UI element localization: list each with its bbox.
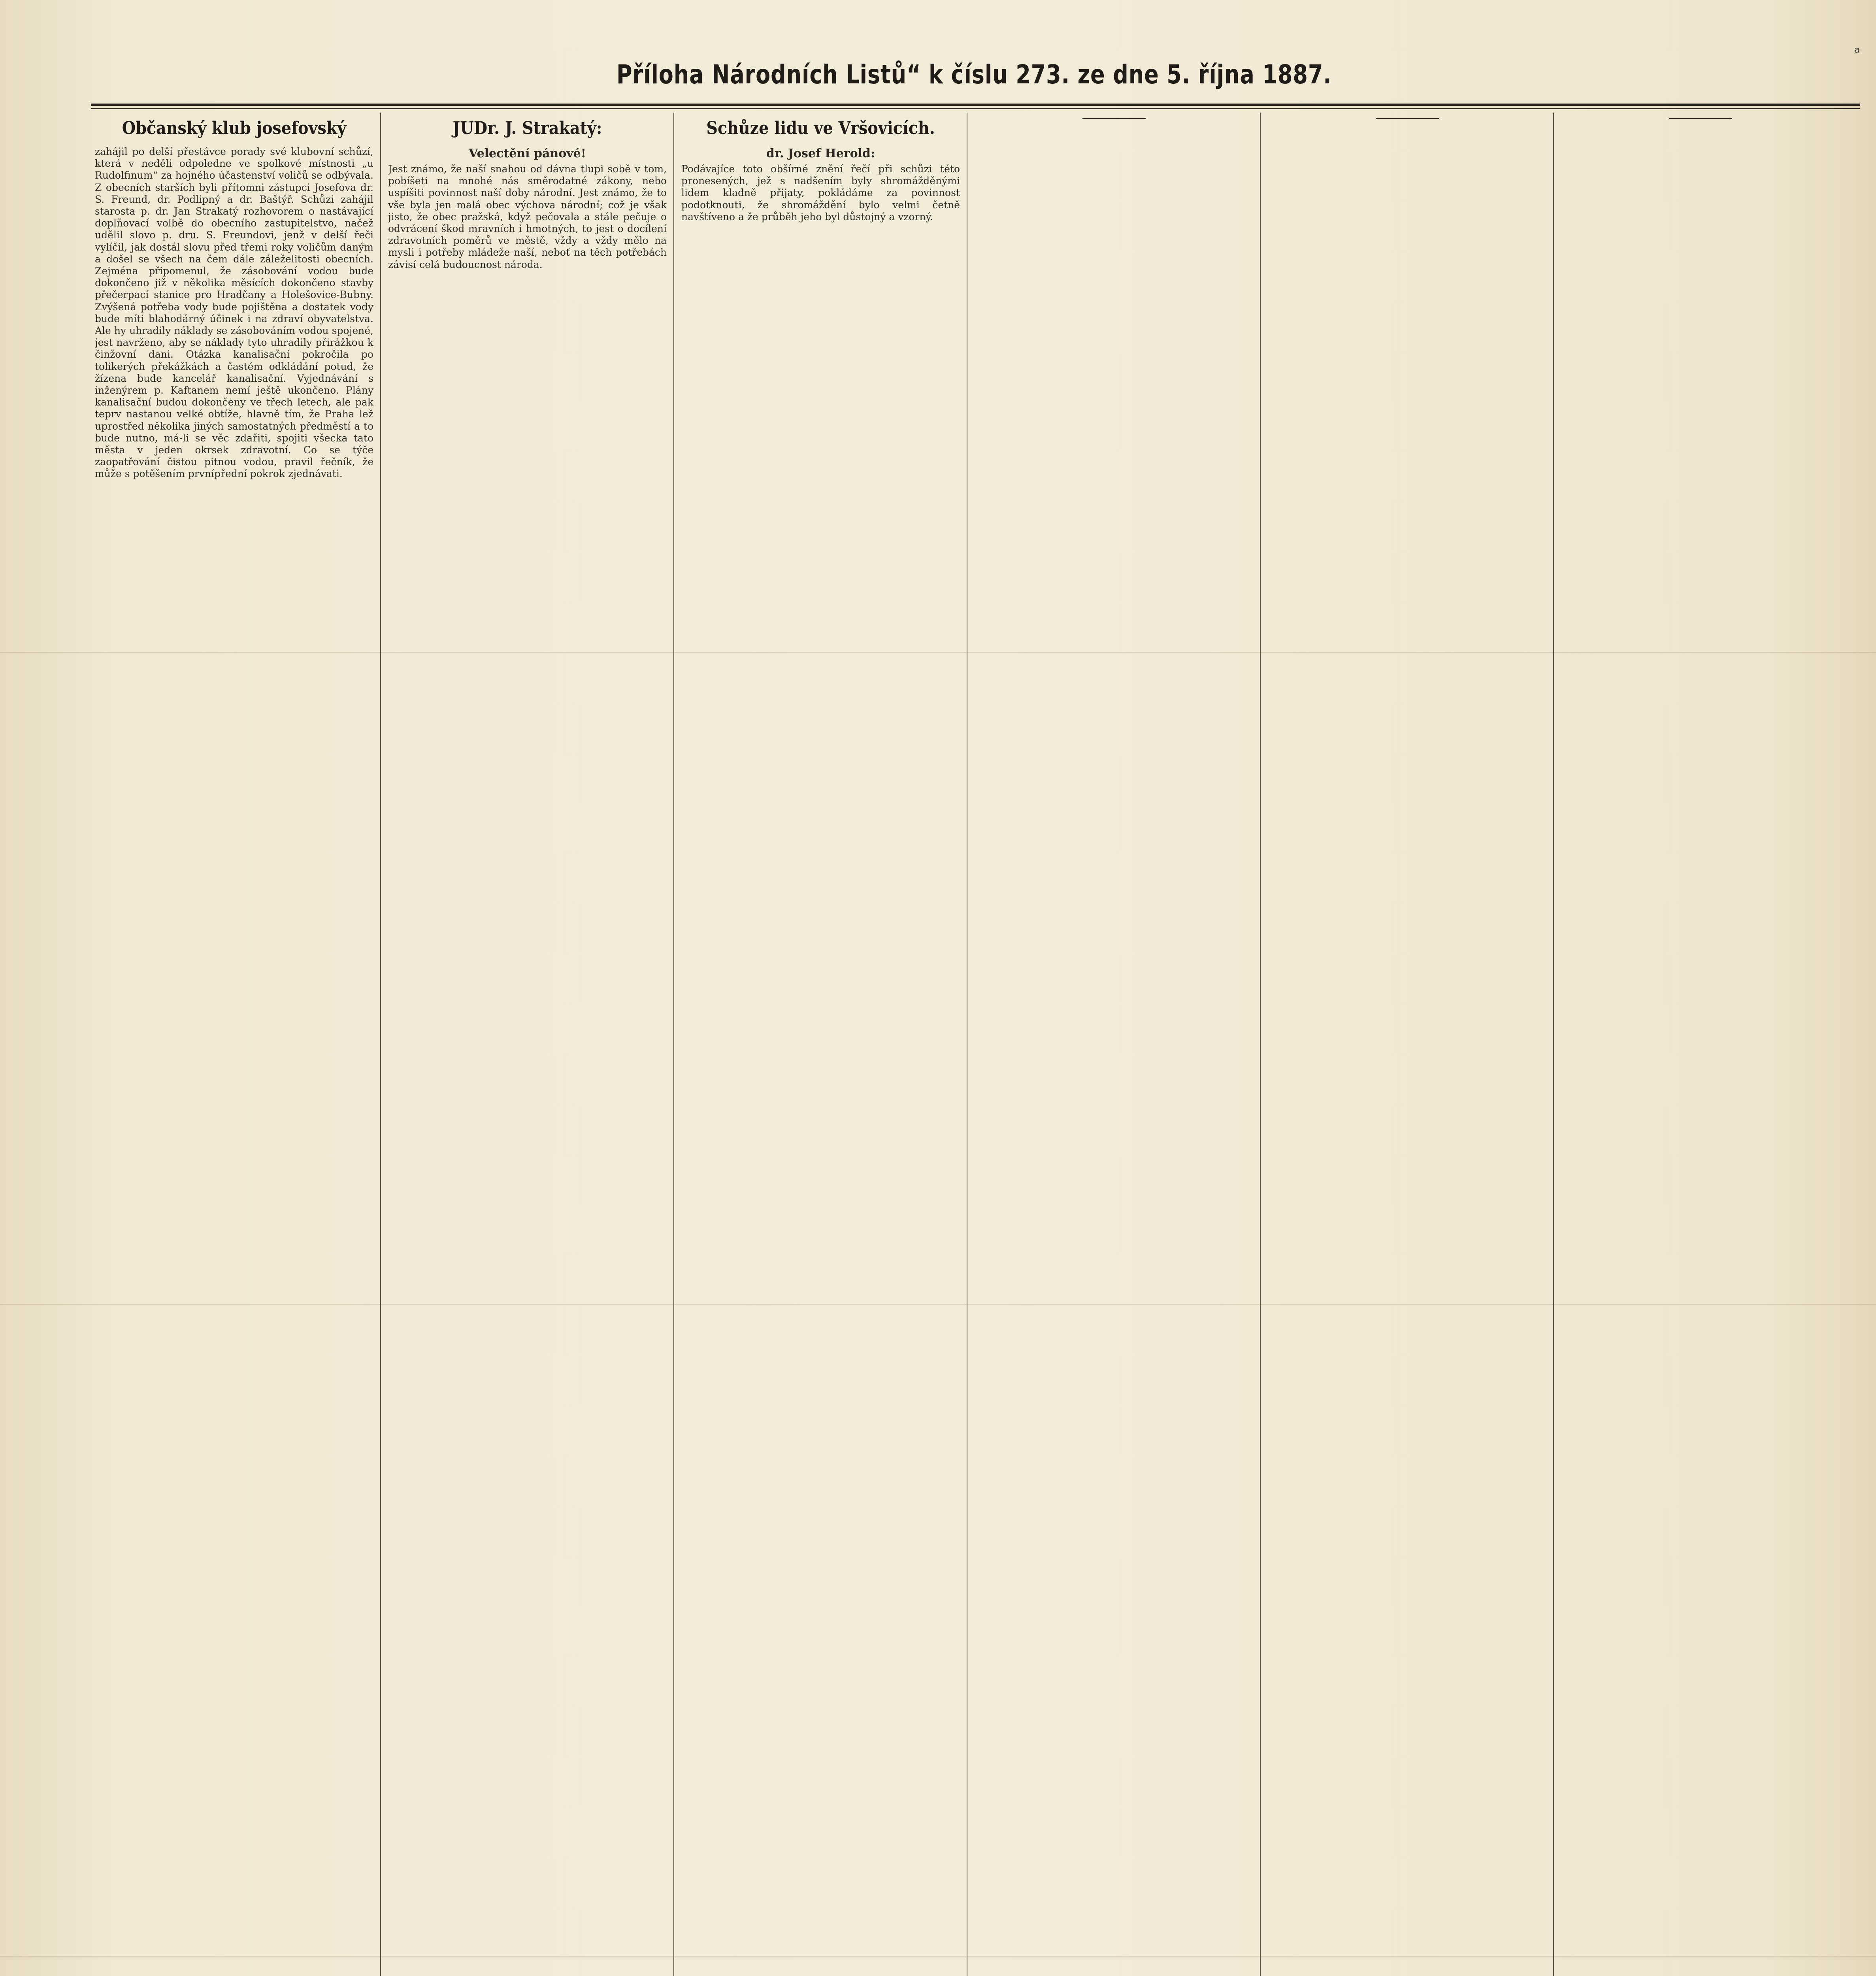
- article-body: zahájil po delší přestávce porady své klubovní schůzí, která v neděli odpoledne ve spolkové místnosti „u Rudolfinum“ za hojného účastenství voličů se odbývala. Z obecních starších byli přítomni zástupci Josefova dr. S. Freund, dr. Podlipný a dr. Baštýř. Schůzi zahájil starosta p. dr. Jan Strakatý rozhovorem o nastávající doplňovací volbě do obecního zastupitelstvo, načež udělil slovo p. dru. S. Freundovi, jenž v delší řeči vylíčil, jak dostál slovu před třemi roky voličům daným a došel se všech na čem dále záleželitosti obecních. Zejména připomenul, že zásobování vodou bude dokončeno již v několika měsících dokončeno stavby přečerpací stanice pro Hradčany a Holešovice-Bubny. Zvýšená potřeba vody bude pojištěna a dostatek vody bude míti blahodárný účinek i na zdraví obyvatelstva. Ale hy uhradily náklady se zásobováním vodou spojené, jest navrženo, aby se náklady tyto uhradily přirážkou k činžovní dani. Otázka kanalisační pokročila po tolikerých překážkách a častém odkládání potud, že žízena bude kancelář kanalisační. Vyjednávání s inženýrem p. Kaftanem nemí ještě ukončeno. Plány kanalisační budou dokončeny ve třech letech, ale pak teprv nastanou velké obtíže, hlavně tím, že Praha lež uprostřed několika jiných samostatných předměstí a to bude nutno, má-li se věc zdařiti, spojiti všecka tato města v jeden okrsek zdravotní. Co se týče zaopatřování čistou pitnou vodou, pravil řečník, že může s potěšením prvnípřední pokrok zjednávati.: [95, 146, 373, 480]
- article-heading: Schůze lidu ve Vršovicích.: [706, 118, 935, 138]
- column-4: [975, 113, 1253, 1976]
- column-divider: [1260, 113, 1261, 1976]
- section-rule: [1669, 118, 1732, 119]
- column-2: [388, 113, 667, 1976]
- column-5: [1268, 113, 1546, 1976]
- column-divider: [380, 113, 381, 1976]
- column-6: [1561, 113, 1840, 1976]
- article-columns: [95, 113, 1857, 1976]
- column-divider: [1553, 113, 1554, 1976]
- masthead-rule-thin: [91, 108, 1860, 109]
- column-1: [95, 113, 373, 1976]
- column-divider: [673, 113, 674, 1976]
- masthead-rule: [91, 104, 1860, 106]
- page-corner-mark: ᵃ: [1854, 43, 1860, 62]
- article-heading: Občanský klub josefovský: [122, 118, 347, 138]
- article-body: Jest známo, že naší snahou od dávna tlupi sobě v tom, pobíšeti na mnohé nás směrodatné zákony, nebo uspíšiti povinnost naší doby národní. Jest známo, že to vše byla jen malá obec výchova národní; což je však jisto, že obec pražská, když pečovala a stále pečuje o odvrácení škod mravních i hmotných, to jest o docílení zdravotních poměrů ve městě, vždy a vždy mělo na mysli i potřeby mládeže naší, neboť na těch potřebách závisí celá budoucnost národa.: [388, 163, 667, 270]
- section-rule: [1082, 118, 1146, 119]
- section-rule: [1376, 118, 1439, 119]
- article-subheading: dr. Josef Herold:: [766, 147, 875, 160]
- article-heading: JUDr. J. Strakatý:: [453, 118, 602, 138]
- column-3: [681, 113, 960, 1976]
- article-subheading: Velectění pánové!: [469, 147, 586, 160]
- supplement-masthead: Příloha Národních Listů“ k číslu 273. ze dne 5. října 1887.: [617, 59, 1332, 90]
- article-body: Podávajíce toto obšírné znění řečí při schůzi této pronesených, jež s nadšením byly shromážděnými lidem kladně přijaty, pokládáme za povinnost podotknouti, že shromáždění bylo velmi četně navštíveno a že průběh jeho byl důstojný a vzorný.: [681, 163, 960, 222]
